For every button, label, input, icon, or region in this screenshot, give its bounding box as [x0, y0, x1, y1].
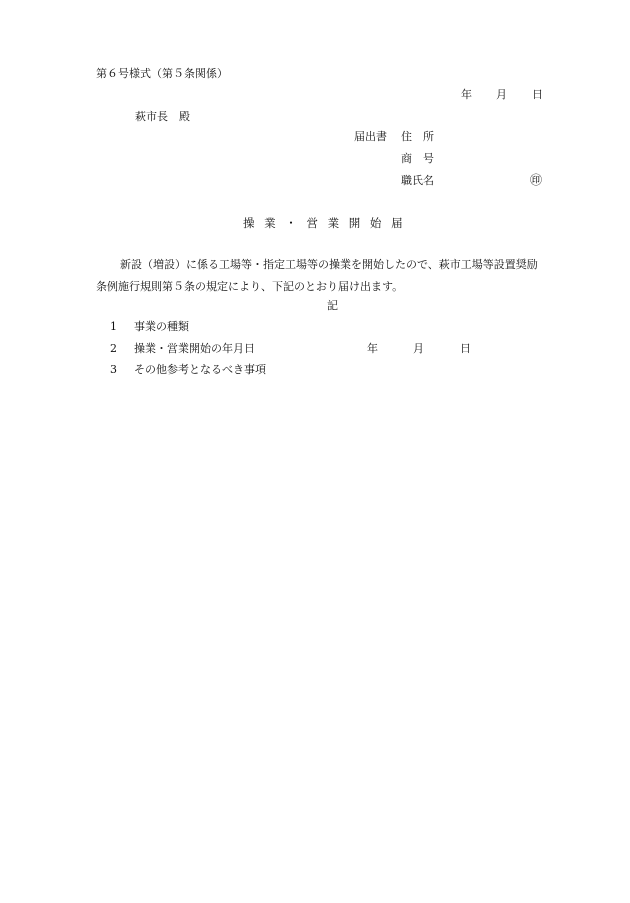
item-label: その他参考となるべき事項 — [134, 363, 266, 376]
item-number: 2 — [110, 342, 117, 355]
form-header: 第６号様式（第５条関係） — [96, 67, 228, 80]
ki-heading: 記 — [327, 299, 338, 312]
list-item — [110, 342, 255, 356]
body-line-2: 条例施行規則第５条の規定により、下記のとおり届け出ます。 — [96, 280, 404, 293]
item-label: 操業・営業開始の年月日 — [134, 342, 255, 355]
trade-name-label: 商 号 — [401, 152, 434, 165]
date-year-label: 年 — [461, 88, 472, 101]
item-number: 3 — [110, 363, 117, 376]
body-line-1: 新設（増設）に係る工場等・指定工場等の操業を開始したので、萩市工場等設置奨励 — [120, 258, 538, 271]
document-title: 操 業 ・ 営 業 開 始 届 — [243, 216, 403, 230]
body-paragraph — [96, 254, 592, 298]
seal-mark: ㊞ — [530, 173, 543, 187]
date-day-label: 日 — [532, 88, 543, 101]
date-month-label: 月 — [496, 88, 507, 101]
item-label: 事業の種類 — [134, 320, 189, 333]
item2-month-label: 月 — [413, 342, 424, 355]
address-label: 住 所 — [401, 130, 434, 143]
addressee: 萩市長 殿 — [135, 110, 190, 123]
item-number: 1 — [110, 320, 117, 333]
name-label: 職氏名 — [401, 174, 434, 187]
list-item — [110, 320, 189, 334]
item2-year-label: 年 — [367, 342, 378, 355]
list-item — [110, 363, 266, 377]
submitter-title: 届出書 — [354, 130, 387, 143]
item2-day-label: 日 — [460, 342, 471, 355]
